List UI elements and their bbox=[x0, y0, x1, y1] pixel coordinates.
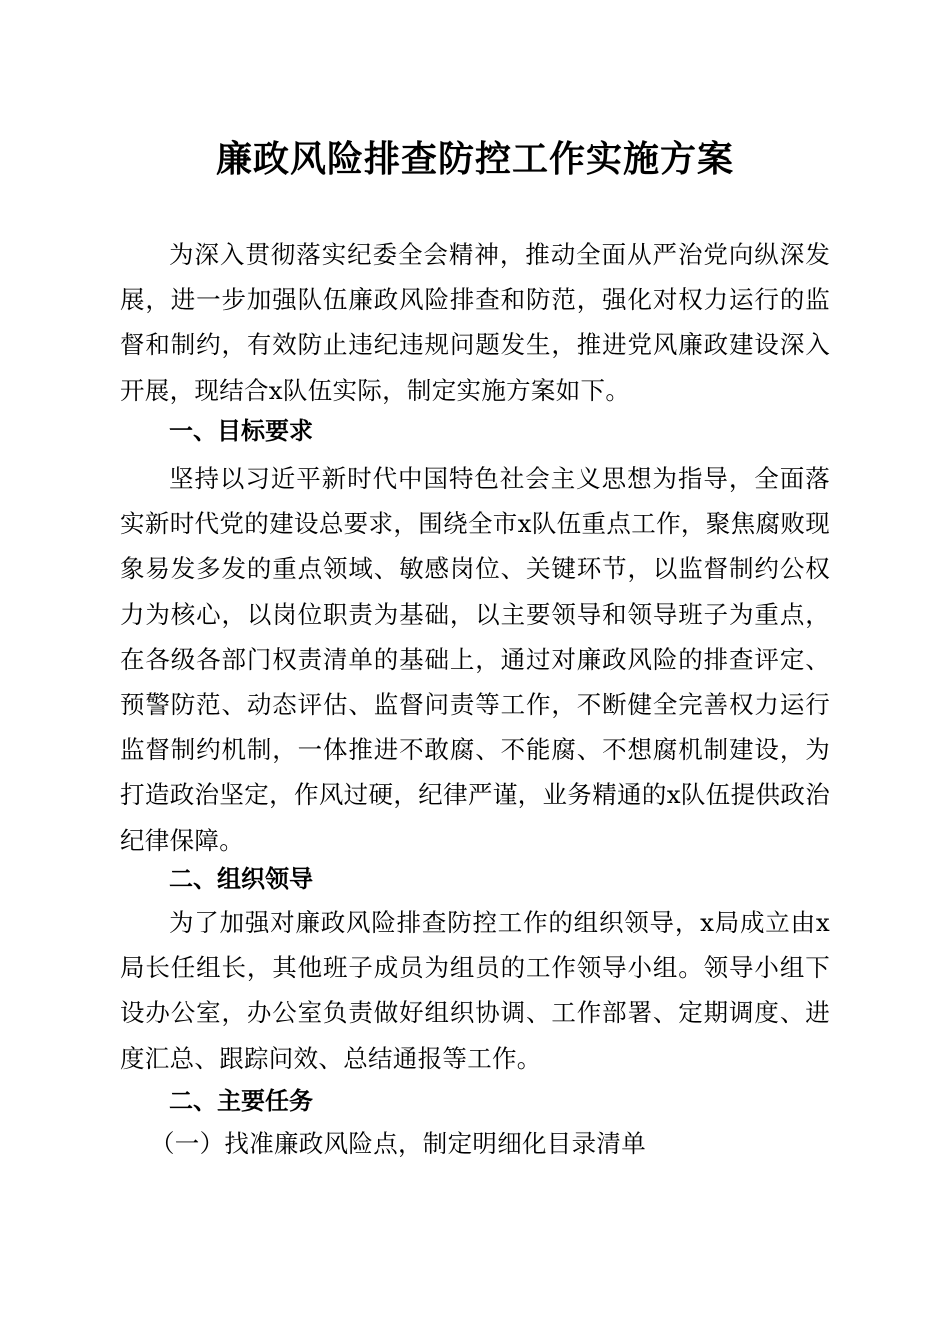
section-heading-tasks: 二、主要任务 bbox=[169, 1087, 313, 1115]
section-body-organization: 为了加强对廉政风险排查防控工作的组织领导，x局成立由x局长任组长，其他班子成员为组员的工作领导小组。领导小组下设办公室，办公室负责做好组织协调、工作部署、定期调度、进度汇总、跟踪问效、总结通报等工作。 bbox=[120, 908, 830, 1073]
section-body-goals: 坚持以习近平新时代中国特色社会主义思想为指导，全面落实新时代党的建设总要求，围绕全市x队伍重点工作，聚焦腐败现象易发多发的重点领域、敏感岗位、关键环节，以监督制约公权力为核心，以岗位职责为基础，以主要领导和领导班子为重点，在各级各部门权责清单的基础上，通过对廉政风险的排查评定、预警防范、动态评估、监督问责等工作，不断健全完善权力运行监督制约机制，一体推进不敢腐、不能腐、不想腐机制建设，为打造政治坚定，作风过硬，纪律严谨，业务精通的x队伍提供政治纪律保障。 bbox=[120, 464, 830, 855]
section-heading-organization: 二、组织领导 bbox=[169, 865, 313, 893]
section-heading-goals: 一、目标要求 bbox=[169, 417, 313, 445]
intro-paragraph: 为深入贯彻落实纪委全会精神，推动全面从严治党向纵深发展，进一步加强队伍廉政风险排查和防范，强化对权力运行的监督和制约，有效防止违纪违规问题发生，推进党风廉政建设深入开展，现结合x队伍实际，制定实施方案如下。 bbox=[120, 240, 830, 405]
subsection-heading-risk-points: （一）找准廉政风险点，制定明细化目录清单 bbox=[150, 1129, 646, 1158]
document-title: 廉政风险排查防控工作实施方案 bbox=[215, 138, 734, 180]
